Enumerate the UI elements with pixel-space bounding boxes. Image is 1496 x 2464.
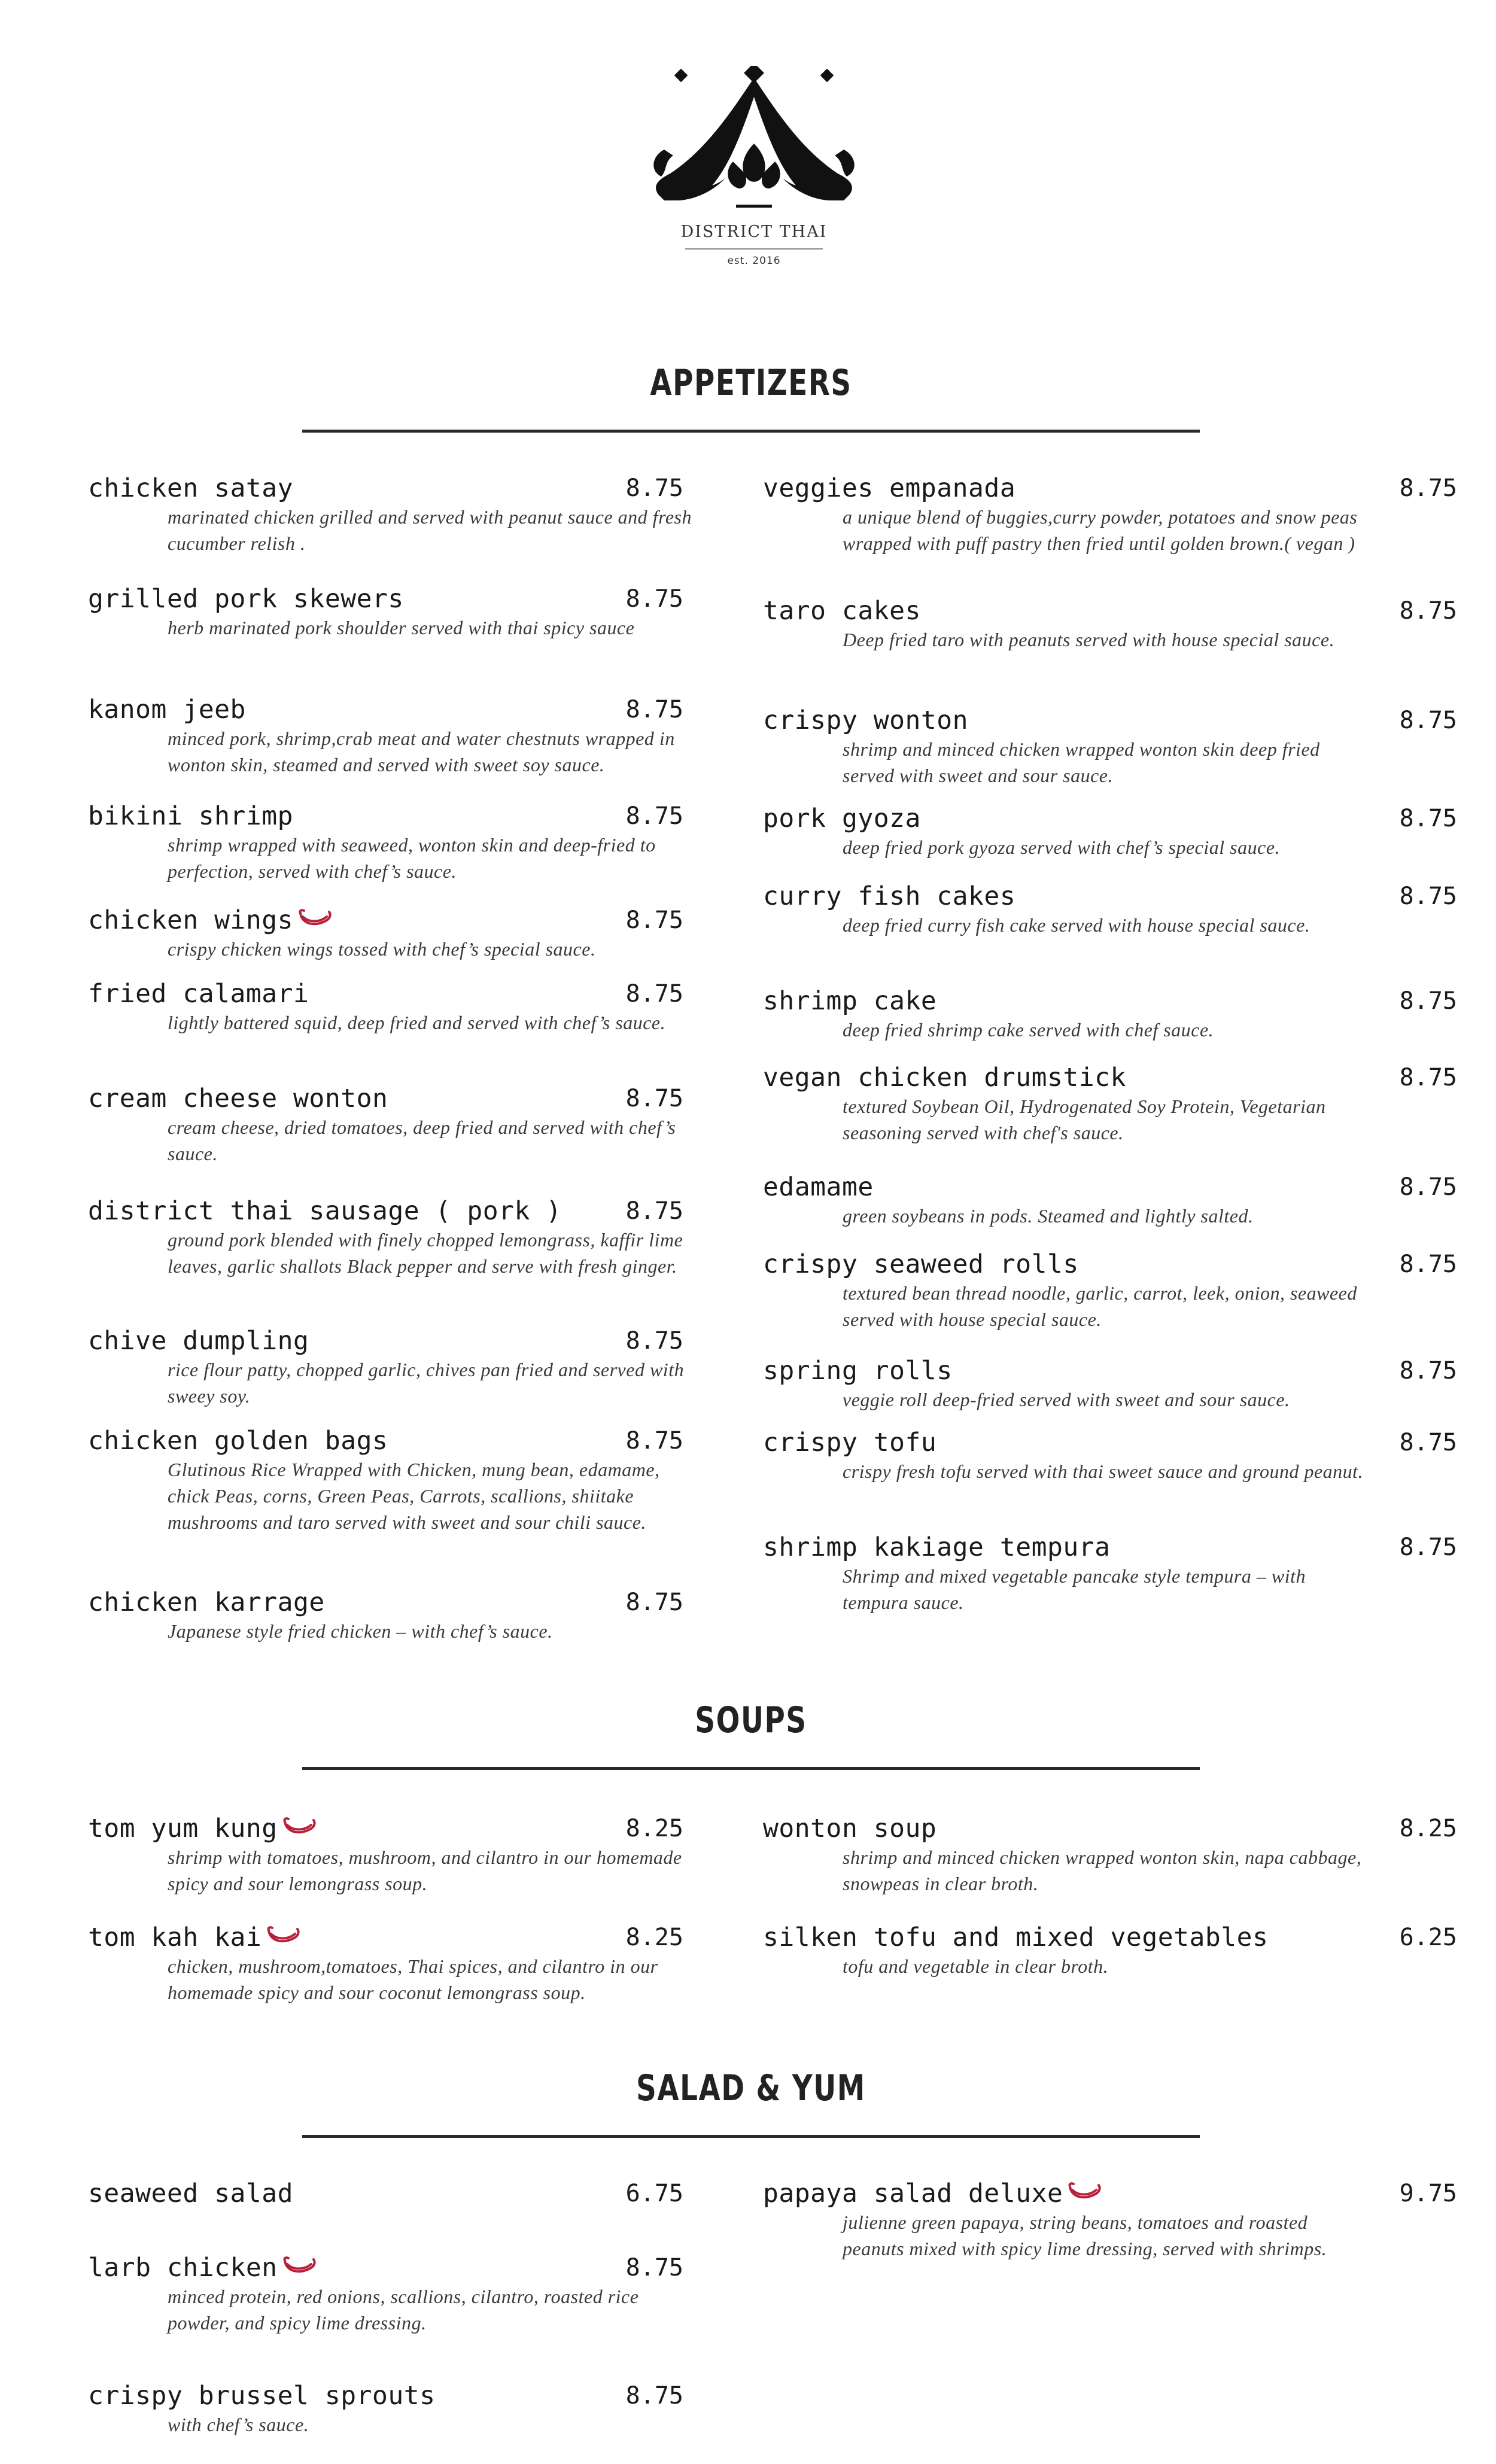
- menu-item-price: 6.75: [625, 2180, 683, 2207]
- menu-item: [763, 2178, 1457, 2262]
- menu-item-description: deep fried shrimp cake served with chef sauce.: [843, 1019, 1214, 1041]
- menu-item: [763, 473, 1457, 556]
- menu-item-name-text: papaya salad deluxe: [763, 2179, 1063, 2209]
- menu-item: [88, 583, 782, 641]
- menu-item: [88, 694, 782, 778]
- menu-item-price: 8.75: [625, 2254, 683, 2282]
- menu-item-price: 8.75: [1399, 597, 1457, 625]
- menu-item-description: rice flour patty, chopped garlic, chives pan fried and served with sweey soy.: [168, 1359, 685, 1407]
- menu-item-name: [763, 705, 1457, 736]
- brand-name: DISTRICT THAI: [680, 223, 828, 241]
- menu-item-description: minced pork, shrimp,crab meat and water chestnuts wrapped in wonton skin, steamed and served with sweet soy sauce.: [168, 728, 675, 775]
- menu-item-name-text: district thai sausage ( pork ): [88, 1196, 562, 1226]
- menu-item-description: with chef’s sauce.: [168, 2414, 309, 2435]
- menu-item-price: 8.75: [1399, 805, 1457, 832]
- menu-item: [763, 1427, 1457, 1485]
- menu-item-description: ground pork blended with finely chopped lemongrass, kaffir lime leaves, garlic shallots Black pepper and serve with fresh ginger.: [168, 1229, 683, 1277]
- menu-item-name-text: shrimp cake: [763, 986, 937, 1016]
- menu-item: [763, 985, 1457, 1043]
- menu-item-name-text: taro cakes: [763, 596, 921, 626]
- menu-item: [88, 801, 782, 884]
- menu-item: [763, 705, 1457, 789]
- menu-item: [763, 1922, 1457, 1979]
- menu-item-description: deep fried pork gyoza served with chef’s special sauce.: [843, 836, 1281, 858]
- menu-item-name-text: curry fish cakes: [763, 881, 1016, 911]
- menu-item-description: shrimp with tomatoes, mushroom, and cilantro in our homemade spicy and sour lemongrass soup.: [168, 1847, 682, 1894]
- brand-logo: [628, 66, 880, 269]
- menu-item-name: [763, 1532, 1457, 1563]
- menu-item-name-text: chicken golden bags: [88, 1426, 388, 1456]
- menu-item-description: Glutinous Rice Wrapped with Chicken, mung bean, edamame, chick Peas, corns, Green Peas, Carrots, scallions, shiitake mushrooms and taro served with sweet and sour chili sauce.: [168, 1459, 660, 1533]
- menu-item-price: 8.75: [625, 802, 683, 830]
- menu-item-description: lightly battered squid, deep fried and served with chef’s sauce.: [168, 1012, 666, 1033]
- menu-item: [763, 803, 1457, 860]
- menu-item-name: [763, 1922, 1457, 1953]
- brand-established: est. 2016: [727, 255, 781, 267]
- menu-item-name: [763, 595, 1457, 626]
- menu-item-description: crispy chicken wings tossed with chef’s special sauce.: [168, 938, 596, 960]
- menu-item-name-text: edamame: [763, 1172, 874, 1202]
- menu-item-name-text: larb chicken: [88, 2253, 278, 2283]
- menu-item: [763, 595, 1457, 653]
- menu-item: [763, 1813, 1457, 1897]
- menu-item-name-text: crispy tofu: [763, 1428, 937, 1458]
- section-title-soups: SOUPS: [695, 1699, 807, 1741]
- menu-item-description: chicken, mushroom,tomatoes, Thai spices, and cilantro in our homemade spicy and sour coconut lemongrass soup.: [168, 1955, 658, 2003]
- menu-item-price: 8.75: [625, 2382, 683, 2410]
- menu-item: [763, 1062, 1457, 1146]
- menu-item-price: 8.75: [625, 474, 683, 502]
- menu-item: [88, 2380, 782, 2438]
- menu-item-name-text: chicken wings: [88, 905, 294, 935]
- menu-item-name: [763, 803, 1457, 834]
- menu-item-name: [763, 1172, 1457, 1203]
- menu-item-description: textured Soybean Oil, Hydrogenated Soy Protein, Vegetarian seasoning served with chef's sauce.: [843, 1096, 1326, 1143]
- menu-item-price: 8.75: [1399, 1064, 1457, 1091]
- menu-item-description: marinated chicken grilled and served with peanut sauce and fresh cucumber relish .: [168, 506, 692, 554]
- menu-item-name-text: pork gyoza: [763, 804, 921, 833]
- menu-item-price: 8.75: [1399, 707, 1457, 734]
- menu-item-description: shrimp wrapped with seaweed, wonton skin and deep-fried to perfection, served with chef’s sauce.: [168, 834, 656, 882]
- thai-temple-roof-logo-icon: [640, 66, 868, 215]
- menu-item-price: 8.75: [625, 585, 683, 613]
- menu-item-name: [763, 1249, 1457, 1280]
- menu-item-name-text: veggies empanada: [763, 473, 1016, 503]
- menu-item-description: Japanese style fried chicken – with chef’s sauce.: [168, 1620, 553, 1642]
- menu-item-name-text: tom yum kung: [88, 1814, 278, 1844]
- menu-item: [88, 1587, 782, 1644]
- menu-item-name: [763, 2178, 1457, 2209]
- menu-item: [88, 1922, 782, 2006]
- menu-item-description: textured bean thread noodle, garlic, carrot, leek, onion, seaweed served with house special sauce.: [843, 1282, 1357, 1330]
- menu-item-name-text: tom kah kai: [88, 1922, 262, 1952]
- menu-item: [88, 1196, 782, 1279]
- menu-item-price: 8.75: [625, 1197, 683, 1225]
- menu-item-price: 9.75: [1399, 2180, 1457, 2207]
- menu-item-name-text: kanom jeeb: [88, 695, 246, 725]
- chili-pepper-icon: [281, 1815, 317, 1839]
- menu-item: [88, 1325, 782, 1409]
- menu-item: [88, 2252, 782, 2336]
- menu-item-price: 8.75: [625, 696, 683, 723]
- menu-item-name-text: silken tofu and mixed vegetables: [763, 1922, 1269, 1952]
- menu-item: [763, 1355, 1457, 1413]
- menu-item: [763, 1249, 1457, 1333]
- menu-item-description: crispy fresh tofu served with thai sweet sauce and ground peanut.: [843, 1461, 1364, 1482]
- chili-pepper-icon: [265, 1924, 301, 1948]
- menu-item-name-text: seaweed salad: [88, 2179, 294, 2209]
- menu-item-name: [763, 1813, 1457, 1844]
- menu-item-price: 8.25: [625, 1924, 683, 1951]
- menu-item-price: 8.75: [1399, 987, 1457, 1015]
- menu-item-name-text: grilled pork skewers: [88, 584, 404, 614]
- menu-item-name-text: crispy brussel sprouts: [88, 2381, 436, 2411]
- menu-item: [88, 905, 782, 962]
- menu-item-name-text: cream cheese wonton: [88, 1084, 388, 1114]
- menu-item-price: 8.75: [1399, 1173, 1457, 1201]
- chili-pepper-icon: [281, 2255, 317, 2279]
- menu-item-price: 8.75: [1399, 1357, 1457, 1385]
- menu-item: [763, 1172, 1457, 1229]
- menu-item-price: 8.75: [625, 906, 683, 934]
- menu-item: [88, 978, 782, 1036]
- menu-item-name-text: crispy wonton: [763, 705, 969, 735]
- menu-item: [88, 1813, 782, 1897]
- section-title-appetizers: APPETIZERS: [650, 362, 852, 404]
- menu-item-description: julienne green papaya, string beans, tomatoes and roasted peanuts mixed with spicy lime dressing, served with shrimps.: [843, 2211, 1327, 2259]
- menu-item-name: [763, 473, 1457, 504]
- menu-item-price: 8.75: [625, 1085, 683, 1112]
- menu-item-name-text: fried calamari: [88, 979, 309, 1009]
- menu-item-description: shrimp and minced chicken wrapped wonton skin deep fried served with sweet and sour sauce.: [843, 738, 1320, 786]
- menu-item-description: Deep fried taro with peanuts served with house special sauce.: [843, 629, 1335, 650]
- menu-item-price: 8.25: [625, 1815, 683, 1842]
- menu-item-price: 8.75: [1399, 1429, 1457, 1456]
- menu-item-price: 8.75: [625, 980, 683, 1008]
- section-divider: [302, 430, 1200, 433]
- menu-item-name: [763, 985, 1457, 1017]
- menu-item-price: 8.75: [625, 1327, 683, 1355]
- menu-item: [88, 1425, 782, 1535]
- menu-item-price: 8.75: [1399, 883, 1457, 910]
- menu-item: [88, 473, 782, 556]
- menu-item-name-text: shrimp kakiage tempura: [763, 1532, 1111, 1562]
- menu-item-name: [763, 1427, 1457, 1458]
- section-title-salad: SALAD & YUM: [636, 2067, 866, 2109]
- chili-pepper-icon: [1066, 2180, 1102, 2204]
- menu-item-description: shrimp and minced chicken wrapped wonton skin, napa cabbage, snowpeas in clear broth.: [843, 1847, 1362, 1894]
- section-divider: [302, 1767, 1200, 1770]
- menu-item-name-text: chicken karrage: [88, 1587, 325, 1617]
- menu-item-name: [763, 1355, 1457, 1386]
- menu-item-name-text: chicken satay: [88, 473, 294, 503]
- menu-item-description: minced protein, red onions, scallions, cilantro, roasted rice powder, and spicy lime dressing.: [168, 2286, 639, 2334]
- chili-pepper-icon: [297, 907, 333, 931]
- menu-item-description: a unique blend of buggies,curry powder, potatoes and snow peas wrapped with puff pastry then fried until golden brown.( vegan ): [843, 506, 1358, 554]
- menu-item-name: [763, 1062, 1457, 1093]
- menu-item-description: veggie roll deep-fried served with sweet and sour sauce.: [843, 1389, 1290, 1410]
- menu-item-description: tofu and vegetable in clear broth.: [843, 1955, 1109, 1977]
- menu-item-name-text: wonton soup: [763, 1814, 937, 1844]
- section-divider: [302, 2135, 1200, 2138]
- menu-item-name-text: crispy seaweed rolls: [763, 1249, 1079, 1279]
- menu-item-name-text: chive dumpling: [88, 1326, 309, 1356]
- menu-item: [88, 2178, 782, 2209]
- menu-item-name: [763, 881, 1457, 912]
- menu-item-name-text: vegan chicken drumstick: [763, 1063, 1126, 1093]
- brand-divider: [685, 248, 823, 250]
- menu-item-description: green soybeans in pods. Steamed and lightly salted.: [843, 1205, 1254, 1227]
- menu-item-price: 8.75: [625, 1589, 683, 1616]
- menu-item-description: deep fried curry fish cake served with house special sauce.: [843, 914, 1310, 936]
- menu-item: [763, 881, 1457, 938]
- menu-item-price: 8.75: [1399, 1534, 1457, 1561]
- menu-item-description: herb marinated pork shoulder served with thai spicy sauce: [168, 617, 635, 638]
- menu-item-price: 6.25: [1399, 1924, 1457, 1951]
- menu-item-description: cream cheese, dried tomatoes, deep fried and served with chef’s sauce.: [168, 1117, 676, 1164]
- menu-item-price: 8.75: [1399, 474, 1457, 502]
- menu-item: [88, 1083, 782, 1167]
- menu-item-name-text: bikini shrimp: [88, 801, 294, 831]
- menu-item-name-text: spring rolls: [763, 1356, 953, 1386]
- menu-item-price: 8.75: [1399, 1251, 1457, 1278]
- menu-item: [763, 1532, 1457, 1616]
- menu-item-price: 8.25: [1399, 1815, 1457, 1842]
- menu-item-description: Shrimp and mixed vegetable pancake style tempura – with tempura sauce.: [843, 1565, 1306, 1613]
- menu-item-price: 8.75: [625, 1427, 683, 1455]
